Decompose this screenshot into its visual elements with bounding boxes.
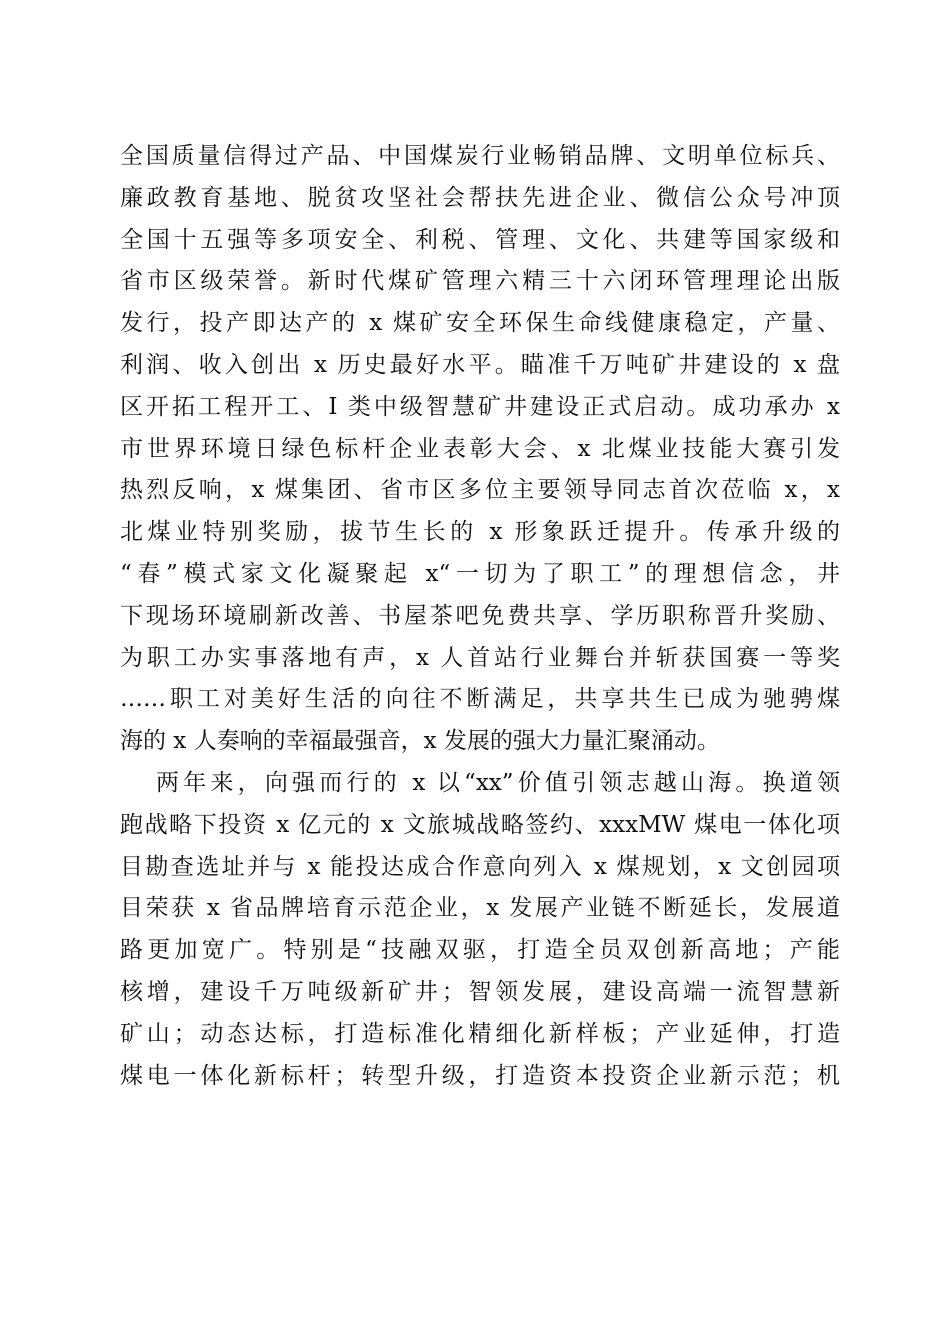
text-line: 区开拓工程开工、I 类中级智慧矿井建设正式启动。成功承办 x: [120, 393, 840, 420]
text-line: 目荣获 x 省品牌培育示范企业，x 发展产业链不断延长，发展道: [120, 895, 840, 922]
text-line: 核增，建设千万吨级新矿井；智领发展，建设高端一流智慧新: [120, 978, 840, 1005]
text-line: 跑战略下投资 x 亿元的 x 文旅城战略签约、xxxMW 煤电一体化项: [120, 811, 840, 838]
text-line: 路更加宽广。特别是“技融双驱，打造全员双创新高地；产能: [120, 937, 840, 964]
text-line: 廉政教育基地、脱贫攻坚社会帮扶先进企业、微信公众号冲顶: [120, 184, 840, 211]
paragraph-first-line: 两年来，向强而行的 x 以“xx”价值引领志越山海。换道领: [156, 769, 840, 796]
text-line: 海的 x 人奏响的幸福最强音，x 发展的强大力量汇聚涌动。: [120, 728, 720, 755]
text-line: 全国质量信得过产品、中国煤炭行业畅销品牌、文明单位标兵、: [120, 143, 840, 169]
text-line: “春”模式家文化凝聚起 x“一切为了职工”的理想信念，井: [120, 560, 840, 587]
body-text: [120, 136, 840, 1097]
text-line: 下现场环境刷新改善、书屋茶吧免费共享、学历职称晋升奖励、: [120, 602, 840, 629]
text-line: 发行，投产即达产的 x 煤矿安全环保生命线健康稳定，产量、: [120, 310, 840, 337]
text-line: 目勘查选址并与 x 能投达成合作意向列入 x 煤规划，x 文创园项: [120, 853, 840, 880]
text-line: 省市区级荣誉。新时代煤矿管理六精三十六闭环管理理论出版: [120, 268, 840, 295]
text-line: 利润、收入创出 x 历史最好水平。瞄准千万吨矿井建设的 x 盘: [120, 351, 840, 378]
text-line: ……职工对美好生活的向往不断满足，共享共生已成为驰骋煤: [120, 686, 840, 713]
text-line: 全国十五强等多项安全、利税、管理、文化、共建等国家级和: [120, 226, 840, 253]
text-line: 热烈反响，x 煤集团、省市区多位主要领导同志首次莅临 x，x: [120, 477, 840, 504]
text-line: 市世界环境日绿色标杆企业表彰大会、x 北煤业技能大赛引发: [120, 435, 840, 462]
text-line: 矿山；动态达标，打造标准化精细化新样板；产业延伸，打造: [120, 1020, 840, 1047]
text-line: 北煤业特别奖励，拔节生长的 x 形象跃迁提升。传承升级的: [120, 519, 840, 546]
text-line: 为职工办实事落地有声，x 人首站行业舞台并斩获国赛一等奖: [120, 644, 840, 671]
text-line: 煤电一体化新标杆；转型升级，打造资本投资企业新示范；机: [120, 1062, 840, 1089]
